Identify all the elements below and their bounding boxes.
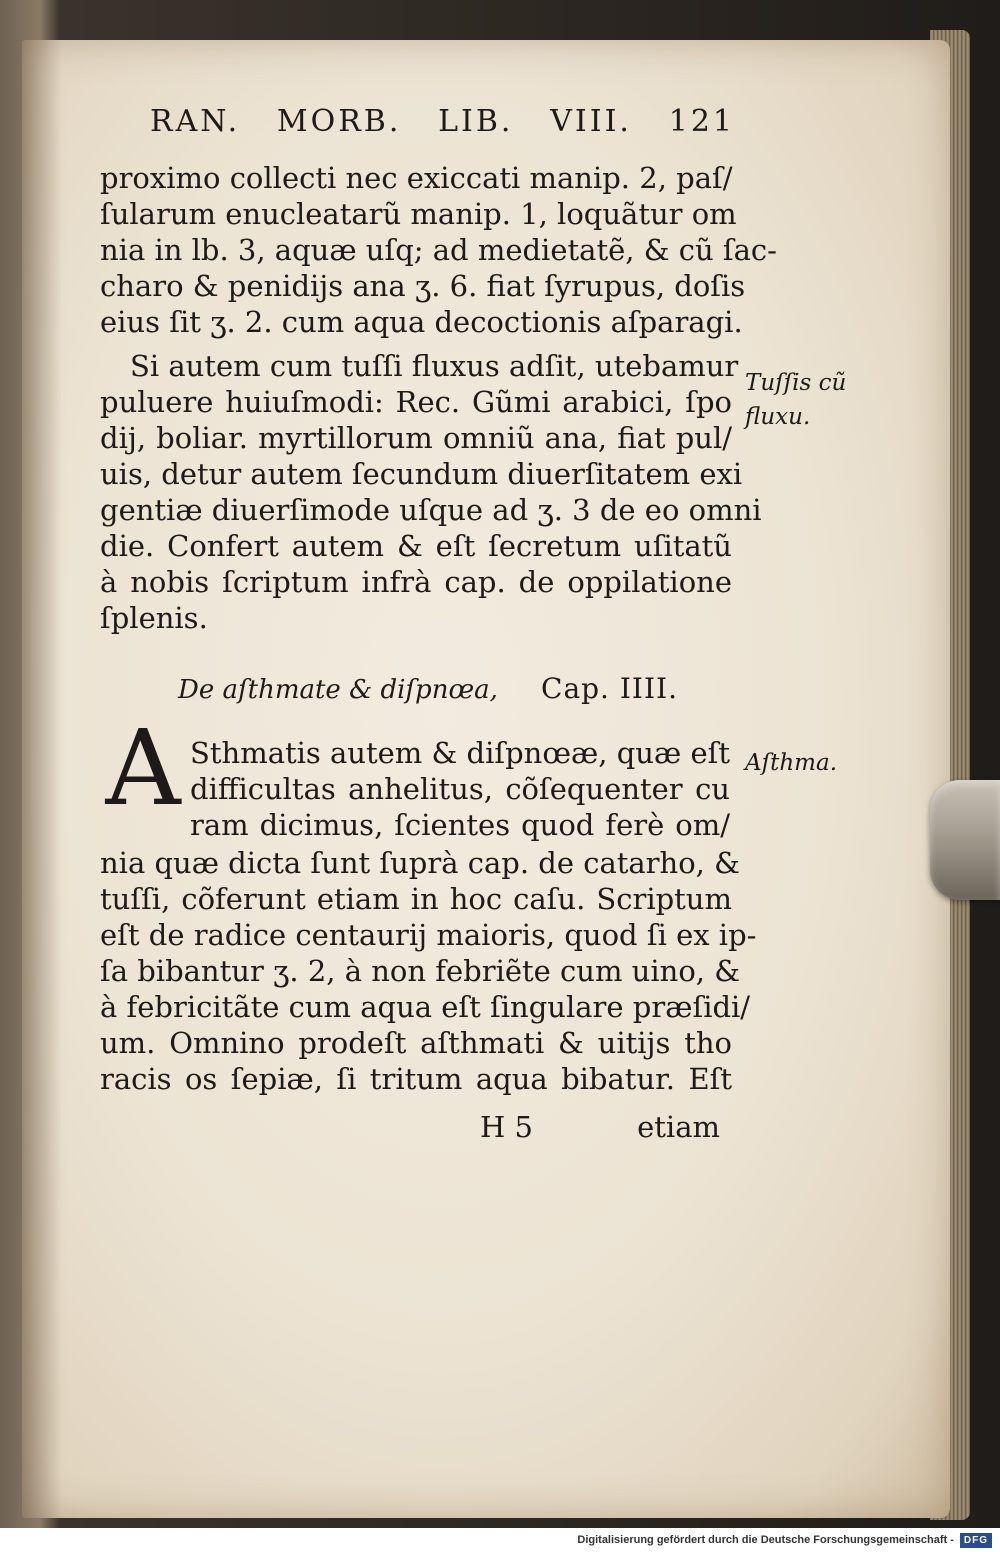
- text-line: die. Confert autem & eſt ſecretum uſitatũ: [100, 529, 732, 563]
- paragraph-cough-with-flux: [100, 348, 762, 636]
- text-line: racis os ſepiæ, ſi tritum aqua bibatur. Eſt: [100, 1062, 732, 1096]
- drop-cap-letter: A: [105, 707, 181, 829]
- chapter-opening-lines: [190, 735, 730, 843]
- text-line: à nobis ſcriptum infrà cap. de oppilatione: [100, 565, 732, 599]
- text-line: difficultas anhelitus, cõſequenter cu: [190, 772, 730, 806]
- running-title-word: VIII.: [550, 104, 632, 139]
- folio-number: 121: [668, 104, 735, 139]
- chapter-number: Cap. IIII.: [541, 672, 678, 705]
- text-line: ram dicimus, ſcientes quod ferè om/: [190, 808, 730, 842]
- text-line: tuſſi, cõferunt etiam in hoc caſu. Scriptum: [100, 882, 732, 916]
- margin-note-line: Tuſſis cũ: [745, 370, 847, 396]
- margin-note-line: fluxu.: [745, 404, 811, 430]
- margin-note-cough: [745, 366, 846, 434]
- digitization-footer: [0, 1528, 1000, 1552]
- text-line: dij, boliar. myrtillorum omniũ ana, fiat pul/: [100, 421, 732, 455]
- text-line: eſt de radice centaurij maioris, quod ſi ex ip-: [100, 918, 757, 952]
- text-line: nia in lb. 3, aquæ uſq; ad medietatẽ, & cũ ſac-: [100, 233, 777, 267]
- running-title-word: MORB.: [276, 104, 402, 139]
- text-line: Si autem cum tuſſi fluxus adſit, utebamur: [130, 349, 739, 383]
- text-line: puluere huiuſmodi: Rec. Gũmi arabici, ſpo: [100, 385, 732, 419]
- chapter-body: [100, 845, 757, 1097]
- text-line: ſplenis.: [100, 601, 208, 635]
- text-line: proximo collecti nec exiccati manip. 2, paſ/: [100, 161, 733, 195]
- text-line: ſa bibantur ʒ. 2, à non febriẽte cum uino, &: [100, 954, 741, 988]
- running-title-word: RAN.: [150, 104, 241, 139]
- running-header: [150, 104, 735, 139]
- dfg-logo: DFG: [960, 1533, 992, 1548]
- text-line: nia quæ dicta ſunt ſuprà cap. de catarho, &: [100, 846, 740, 880]
- running-title-word: LIB.: [438, 104, 514, 139]
- text-line: Sthmatis autem & diſpnœæ, quæ eſt: [190, 736, 730, 770]
- paragraph-syrup-recipe: [100, 160, 777, 340]
- catchword-line: [480, 1110, 720, 1144]
- text-line: uis, detur autem ſecundum diuerſitatem exi: [100, 457, 743, 491]
- margin-note-line: Aſthma.: [745, 750, 838, 776]
- signature-mark: H 5: [480, 1110, 533, 1144]
- text-line: à febricitãte cum aqua eſt ſingulare præſidi/: [100, 990, 751, 1024]
- page-clip: [930, 780, 1000, 900]
- text-line: charo & penidijs ana ʒ. 6. fiat ſyrupus, doſis: [100, 269, 746, 303]
- text-line: gentiæ diuerſimode uſque ad ʒ. 3 de eo omni: [100, 493, 762, 527]
- text-line: um. Omnino prodeſt aſthmati & uitijs tho: [100, 1026, 732, 1060]
- margin-note-asthma: [745, 746, 837, 780]
- page-gutter: [22, 40, 62, 1518]
- text-line: ſularum enucleatarũ manip. 1, loquãtur om: [100, 197, 737, 231]
- chapter-title: De aſthmate & diſpnœa,: [178, 675, 498, 705]
- catchword: etiam: [637, 1110, 720, 1144]
- drop-cap: [100, 707, 186, 829]
- text-line: eius ſit ʒ. 2. cum aqua decoctionis aſparagi.: [100, 305, 743, 339]
- chapter-heading: [178, 672, 678, 705]
- footer-credit: Digitalisierung gefördert durch die Deutsche Forschungsgemeinschaft -: [577, 1534, 954, 1546]
